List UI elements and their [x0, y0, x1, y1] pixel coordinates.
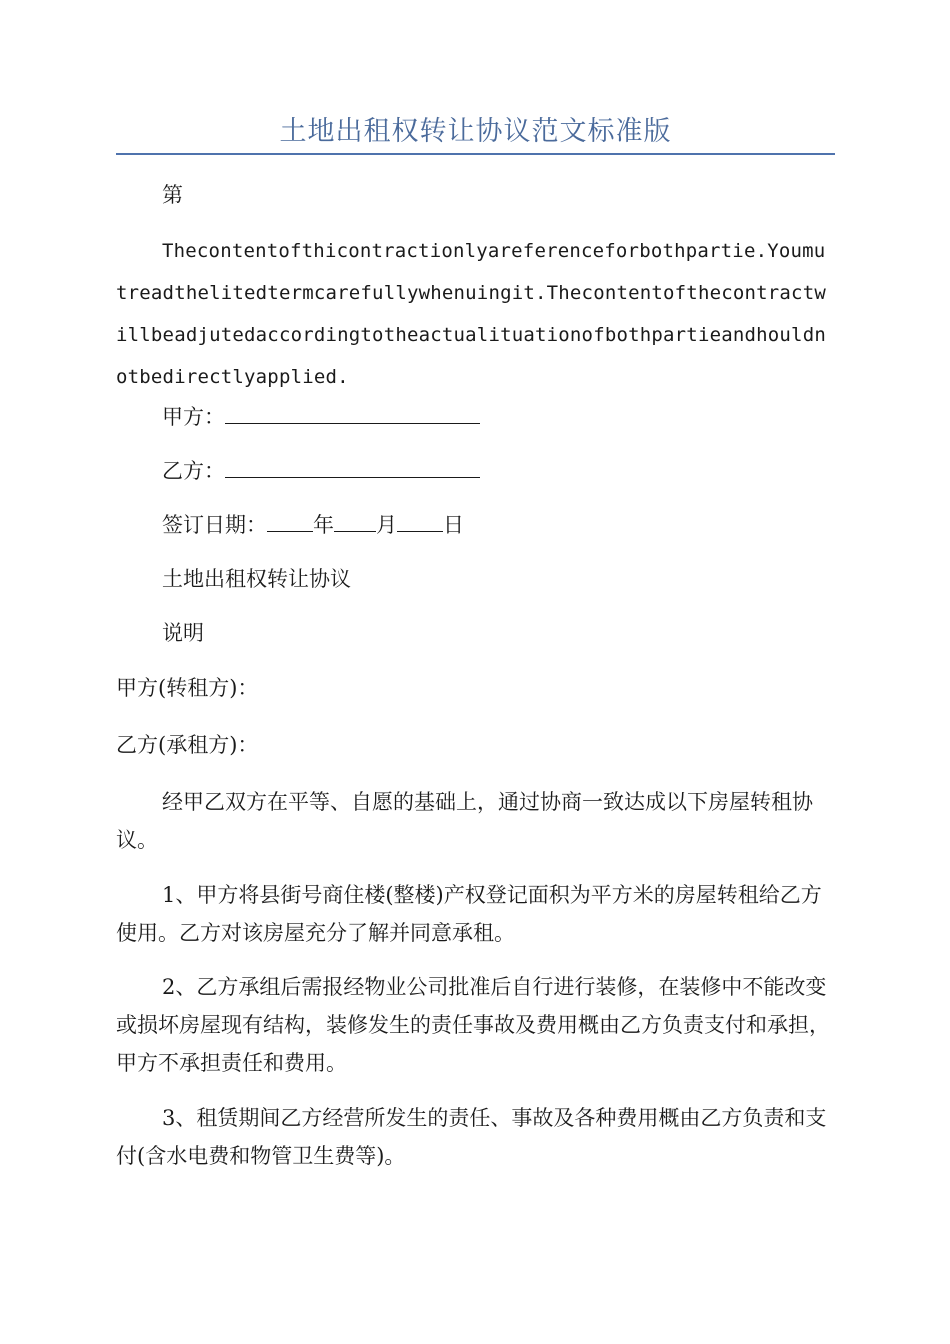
sign-date-line: [116, 506, 835, 544]
english-notice: Thecontentofthicontractionlyareferenceforbothpartie.Youmutreadthelitedtermcarefullywhenuingit.Thecontentofthecontractwillbeadjutedaccordingtotheactualituationofbothpartieandhouldnotbedirectlyapplied.: [116, 240, 826, 388]
party-b-label: 乙方：: [162, 459, 225, 483]
title-underline: [116, 153, 835, 155]
month-blank: [334, 513, 376, 532]
day-blank: [397, 513, 443, 532]
clause-1: 1、甲方将县街号商住楼(整楼)产权登记面积为平方米的房屋转租给乙方使用。乙方对该房屋充分了解并同意承租。: [116, 883, 822, 945]
party-a-label: 甲方：: [162, 405, 225, 429]
year-blank: [267, 513, 313, 532]
clause-2: 2、乙方承组后需报经物业公司批准后自行进行装修，在装修中不能改变或损坏房屋现有结构，装修发生的责任事故及费用概由乙方负责支付和承担，甲方不承担责任和费用。: [116, 975, 830, 1075]
agreement-subtitle: 土地出租权转让协议: [162, 567, 351, 591]
sublessee-label: 乙方(承租方)：: [116, 733, 259, 757]
day-label: 日: [443, 513, 464, 537]
sublessor-label: 甲方(转租方)：: [116, 676, 259, 700]
intro-paragraph: 经甲乙双方在平等、自愿的基础上，通过协商一致达成以下房屋转租协议。: [116, 790, 813, 852]
party-b-blank: [225, 459, 480, 478]
heading-di: 第: [162, 183, 183, 207]
note-label: 说明: [162, 621, 204, 645]
year-label: 年: [313, 513, 334, 537]
party-a-blank: [225, 405, 480, 424]
month-label: 月: [376, 513, 397, 537]
party-b-line: [116, 452, 835, 490]
party-a-line: [116, 398, 835, 436]
sign-date-label: 签订日期：: [162, 513, 267, 537]
clause-3: 3、租赁期间乙方经营所发生的责任、事故及各种费用概由乙方负责和支付(含水电费和物管卫生费等)。: [116, 1106, 827, 1168]
document-title: 土地出租权转让协议范文标准版: [279, 116, 672, 147]
